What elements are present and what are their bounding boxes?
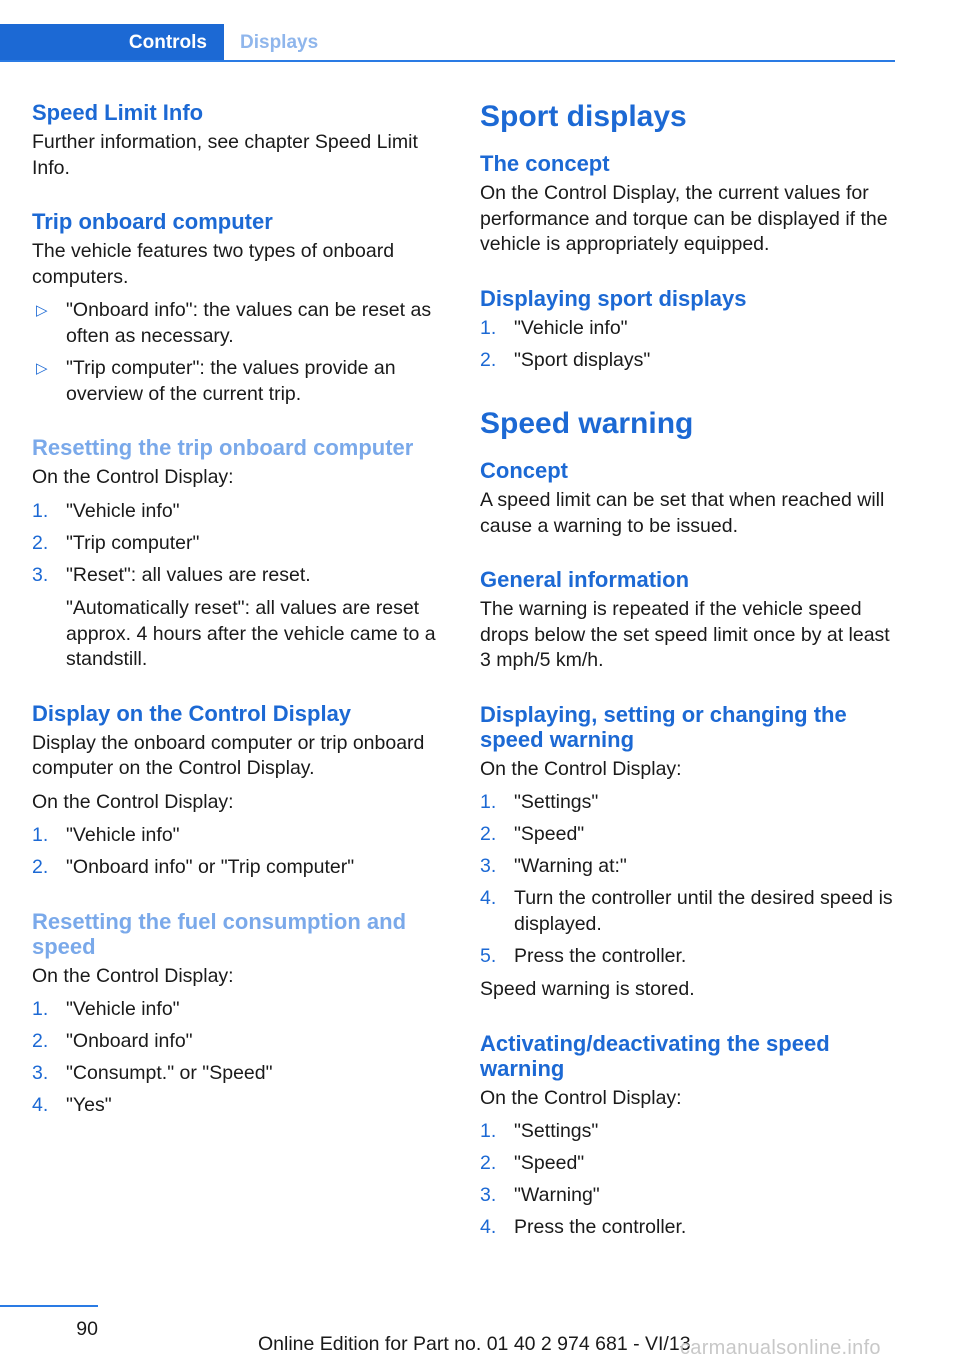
- list-item: 5. Press the controller.: [480, 944, 687, 967]
- paragraph: The warning is repeated if the vehicle speed drops below the set speed limit once by at least 3 mph/5 km/h.: [480, 598, 890, 671]
- paragraph: On the Control Display:: [32, 790, 234, 813]
- list-item: ▷ "Trip computer": the values provide an overview of the current trip.: [36, 357, 396, 405]
- heading-sport-displays: Sport displays: [480, 100, 687, 133]
- numbered-list: [32, 997, 444, 1119]
- edition-text: Online Edition for Part no. 01 40 2 974 681 - VI/13: [258, 1333, 691, 1355]
- list-item: 2. "Speed": [480, 823, 585, 845]
- paragraph: Further information, see chapter Speed Limit Info.: [32, 131, 418, 179]
- list-item: 4. Press the controller.: [480, 1216, 687, 1238]
- tab-controls[interactable]: Controls: [0, 24, 224, 62]
- list-item: 1. "Vehicle info": [32, 499, 180, 522]
- list-item: 1. "Vehicle info": [480, 316, 628, 339]
- heading-speed-limit-info: Speed Limit Info: [32, 100, 204, 125]
- list-item: 2. "Onboard info": [32, 1030, 193, 1052]
- paragraph: On the Control Display:: [32, 964, 234, 987]
- list-item: 4. Turn the controller until the desired speed is displayed.: [480, 887, 893, 935]
- heading-the-concept: The concept: [480, 151, 610, 176]
- list-item: 1. "Vehicle info": [32, 998, 180, 1020]
- list-item: 1. "Settings": [480, 1120, 599, 1142]
- paragraph: On the Control Display:: [32, 466, 234, 488]
- list-item: 1. "Settings": [480, 791, 599, 813]
- heading-speed-warning: Speed warning: [480, 407, 694, 440]
- paragraph: On the Control Display:: [480, 757, 682, 780]
- paragraph: The vehicle features two types of onboard computers.: [32, 240, 395, 288]
- paragraph: On the Control Display:: [480, 1086, 682, 1109]
- list-item: 3. "Consumpt." or "Speed": [32, 1062, 273, 1084]
- numbered-list: [32, 823, 444, 881]
- list-item: 4. "Yes": [32, 1094, 112, 1116]
- header-rule: [0, 60, 895, 62]
- heading-display-control-display: Display on the Control Display: [32, 700, 352, 726]
- numbered-list: [480, 1119, 895, 1241]
- paragraph: A speed limit can be set that when reached will cause a warning to be issued.: [480, 489, 885, 537]
- paragraph: Display the onboard computer or trip onboard computer on the Control Display.: [32, 731, 425, 779]
- heading-resetting-fuel: Resetting the fuel consumption and speed: [32, 908, 407, 959]
- heading-concept: Concept: [480, 458, 568, 483]
- list-item: 3. "Warning": [480, 1184, 600, 1206]
- footer-rule: [0, 1305, 98, 1307]
- paragraph: Speed warning is stored.: [480, 978, 695, 1000]
- numbered-list: [480, 316, 895, 374]
- list-item: 3. "Warning at:": [480, 855, 627, 877]
- list-item: 3. "Reset": all values are reset.: [32, 563, 311, 586]
- chapter-tabs: [0, 24, 895, 62]
- numbered-list: [32, 499, 444, 589]
- list-item: 2. "Sport displays": [480, 348, 651, 371]
- heading-activating-speed-warning: Activating/deactivating the speed warning: [480, 1030, 830, 1081]
- paragraph: On the Control Display, the current values for performance and torque can be displayed if the vehicle is appropriately equipped.: [480, 182, 888, 255]
- bullet-list: [32, 298, 444, 407]
- list-item: 1. "Vehicle info": [32, 824, 180, 846]
- step-note: "Automatically reset": all values are reset approx. 4 hours after the vehicle came to a standstill.: [66, 597, 436, 670]
- page-number: 90: [76, 1318, 98, 1340]
- heading-general-information: General information: [480, 567, 690, 592]
- list-item: 2. "Speed": [480, 1152, 585, 1174]
- list-item: 2. "Trip computer": [32, 531, 200, 554]
- numbered-list: [480, 790, 895, 969]
- heading-setting-speed-warning: Displaying, setting or changing the speed warning: [480, 701, 847, 752]
- left-column: [32, 100, 444, 1127]
- right-column: [480, 100, 895, 1249]
- heading-trip-onboard-computer: Trip onboard computer: [32, 209, 273, 234]
- list-item: ▷ "Onboard info": the values can be reset as often as necessary.: [36, 299, 432, 347]
- list-item: 2. "Onboard info" or "Trip computer": [32, 856, 355, 878]
- watermark: carmanualsonline.info: [680, 1337, 881, 1359]
- heading-resetting-trip: Resetting the trip onboard computer: [32, 435, 414, 460]
- triangle-bullet-icon: ▷: [36, 302, 48, 319]
- triangle-bullet-icon: ▷: [36, 360, 48, 377]
- heading-displaying-sport-displays: Displaying sport displays: [480, 285, 747, 311]
- tab-displays[interactable]: Displays: [240, 32, 319, 53]
